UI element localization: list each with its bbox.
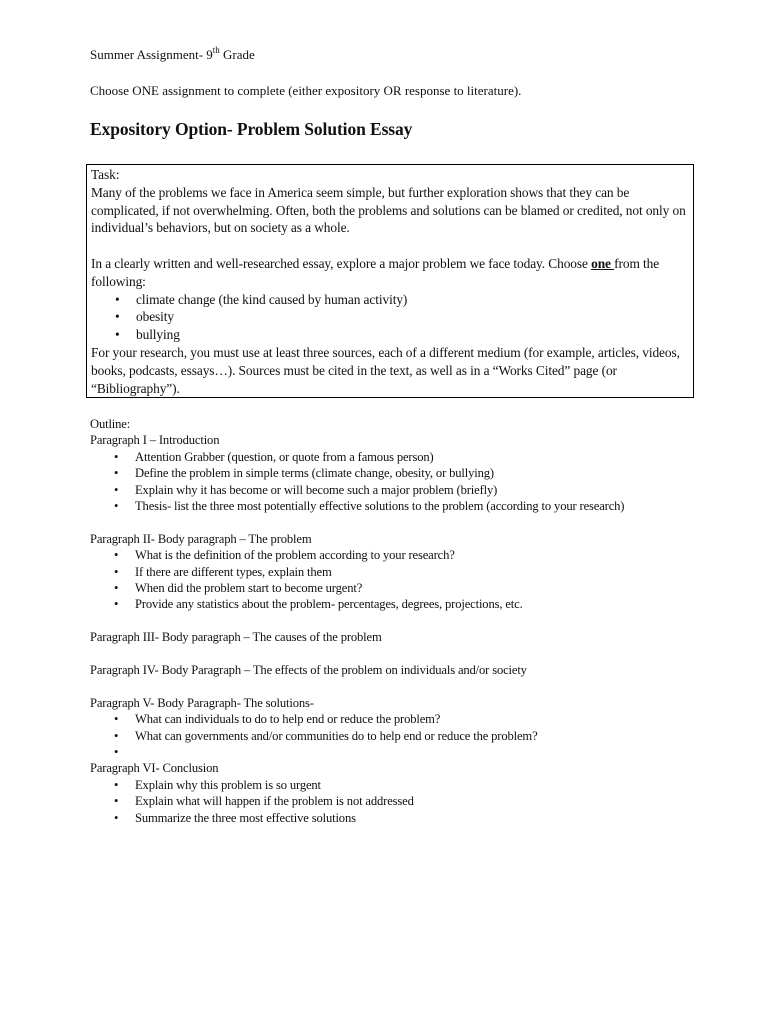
spacer	[90, 613, 650, 629]
paragraph-items	[90, 711, 650, 760]
topic-list	[91, 291, 693, 344]
paragraph-heading: Paragraph II- Body paragraph – The problem	[90, 531, 312, 546]
choose-instruction: Choose ONE assignment to complete (either expository OR response to literature).	[90, 83, 522, 98]
outline-item-text: Provide any statistics about the problem- percentages, degrees, projections, etc.	[135, 597, 523, 612]
outline-item-text: What is the definition of the problem according to your research?	[135, 548, 455, 563]
topic-text: obesity	[136, 309, 174, 325]
outline-item	[90, 564, 650, 580]
bullet-icon: •	[115, 327, 120, 343]
outline-item	[90, 744, 650, 760]
task-paragraph-1: Many of the problems we face in America seem simple, but further exploration shows that they can be complicated, if not overwhelming. Often, both the problems and solutions can be blamed or credited, not only on individual’s behaviors, but on society as a whole.	[91, 184, 686, 236]
paragraph-heading: Paragraph IV- Body Paragraph – The effects of the problem on individuals and/or society	[90, 663, 527, 678]
assignment-header-superscript: th	[212, 45, 220, 55]
spacer	[90, 514, 650, 530]
outline-item-text: If there are different types, explain them	[135, 564, 332, 579]
bullet-icon: •	[114, 482, 119, 497]
outline-item-text: What can governments and/or communities do to help end or reduce the problem?	[135, 728, 538, 743]
topic-text: climate change (the kind caused by human activity)	[136, 291, 408, 307]
bullet-icon: •	[114, 745, 119, 760]
outline-item-text: When did the problem start to become urgent?	[135, 581, 363, 596]
outline-item-text: Explain why this problem is so urgent	[135, 777, 321, 792]
outline-item	[90, 810, 650, 826]
option-title: Expository Option- Problem Solution Essay	[90, 119, 413, 139]
bullet-icon: •	[115, 291, 120, 307]
bullet-icon: •	[114, 449, 119, 464]
outline-item-text: Define the problem in simple terms (climate change, obesity, or bullying)	[135, 466, 494, 481]
task-paragraph-2	[91, 255, 693, 291]
outline-item	[90, 449, 650, 465]
spacer	[91, 237, 693, 255]
paragraph-heading: Paragraph V- Body Paragraph- The solutions-	[90, 695, 314, 710]
paragraph-items	[90, 547, 650, 613]
outline-item	[90, 547, 650, 563]
assignment-header	[90, 47, 255, 63]
outline-item	[90, 482, 650, 498]
assignment-header-suffix: Grade	[219, 47, 255, 62]
topic-text: bullying	[136, 327, 180, 343]
bullet-icon: •	[114, 794, 119, 809]
task-label: Task:	[91, 167, 120, 182]
bullet-icon: •	[114, 810, 119, 825]
outline-item	[90, 465, 650, 481]
bullet-icon: •	[114, 564, 119, 579]
outline-label: Outline:	[90, 417, 131, 431]
task-box	[86, 164, 694, 398]
assignment-header-prefix: Summer Assignment- 9	[90, 47, 213, 62]
bullet-icon: •	[114, 581, 119, 596]
outline-item-text: Explain why it has become or will become such a major problem (briefly)	[135, 482, 498, 497]
topic-item	[91, 308, 693, 326]
bullet-icon: •	[114, 712, 119, 727]
bullet-icon: •	[114, 466, 119, 481]
outline-item-text: Thesis- list the three most potentially effective solutions to the problem (according to your research)	[135, 499, 625, 514]
outline-item	[90, 728, 650, 744]
topic-item	[91, 291, 693, 309]
bullet-icon: •	[114, 499, 119, 514]
bullet-icon: •	[114, 548, 119, 563]
outline-item	[90, 777, 650, 793]
outline-item	[90, 711, 650, 727]
research-requirements: For your research, you must use at least three sources, each of a different medium (for example, articles, videos, books, podcasts, essays…). Sources must be cited in the text, as well as in a “Works Cited” page (or “Bibliography”).	[91, 344, 680, 396]
bullet-icon: •	[114, 597, 119, 612]
outline-item	[90, 793, 650, 809]
paragraph-heading: Paragraph VI- Conclusion	[90, 761, 219, 776]
task-choose-one-emphasis: one	[591, 255, 615, 271]
task-paragraph-2-end: from the following:	[91, 255, 660, 289]
outline-item	[90, 498, 650, 514]
essay-outline	[90, 416, 650, 826]
task-paragraph-2-start: In a clearly written and well-researched essay, explore a major problem we face today. Choose	[91, 255, 592, 271]
outline-item-text: Explain what will happen if the problem is not addressed	[135, 794, 414, 809]
paragraph-items	[90, 449, 650, 515]
spacer	[90, 678, 650, 694]
outline-item-text: Attention Grabber (question, or quote from a famous person)	[135, 449, 434, 464]
spacer	[90, 646, 650, 662]
outline-item	[90, 580, 650, 596]
bullet-icon: •	[114, 728, 119, 743]
paragraph-heading: Paragraph I – Introduction	[90, 433, 220, 448]
paragraph-items	[90, 777, 650, 826]
outline-item-text: What can individuals to do to help end or reduce the problem?	[135, 712, 441, 727]
bullet-icon: •	[115, 309, 120, 325]
topic-item	[91, 326, 693, 344]
bullet-icon: •	[114, 777, 119, 792]
outline-item	[90, 596, 650, 612]
paragraph-heading: Paragraph III- Body paragraph – The causes of the problem	[90, 630, 382, 645]
outline-item-text: Summarize the three most effective solutions	[135, 810, 356, 825]
